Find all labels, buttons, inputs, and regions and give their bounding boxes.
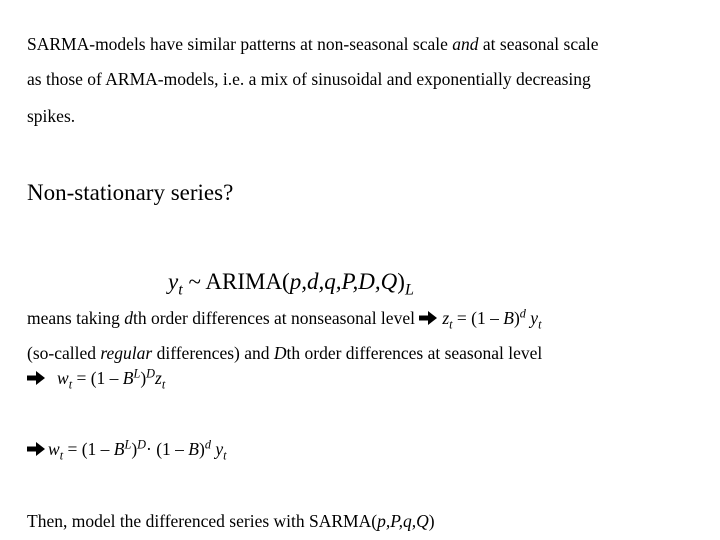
intro-text: SARMA-models have similar patterns at non-seasonal scale	[27, 34, 453, 54]
intro-line-2: as those of ARMA-models, i.e. a mix of sinusoidal and exponentially decreasing	[27, 69, 591, 89]
intro-line-1	[27, 36, 599, 54]
intro-text: at seasonal scale	[478, 34, 599, 54]
right-arrow-icon	[27, 371, 45, 385]
right-arrow-icon	[419, 311, 437, 325]
differencing-line-1: means taking dth order differences at nonseasonal level $z_t = (1 - B)^d$ $y_t$	[27, 306, 542, 332]
section-heading: Non-stationary series?	[27, 180, 234, 205]
intro-line-3: spikes.	[27, 106, 76, 126]
right-arrow-icon	[27, 442, 45, 456]
conclusion: Then, model the differenced series with SARMA(p,P,q,Q)	[27, 511, 435, 531]
arima-formula: $y_t$ ~ $ARIMA(p,d,q,P,D,Q)_L$	[168, 269, 414, 299]
differencing-line-3: $w_t = (1 - B^L)^Dz_t$	[27, 370, 165, 388]
differencing-line-2: (so-called regular differences) and Dth order differences at seasonal level	[27, 343, 543, 363]
intro-italic-and: and	[452, 34, 479, 54]
combined-formula: $w_t = (1 - B^L)^D\cdot (1 - B)^d$ $y_t$	[27, 441, 227, 459]
